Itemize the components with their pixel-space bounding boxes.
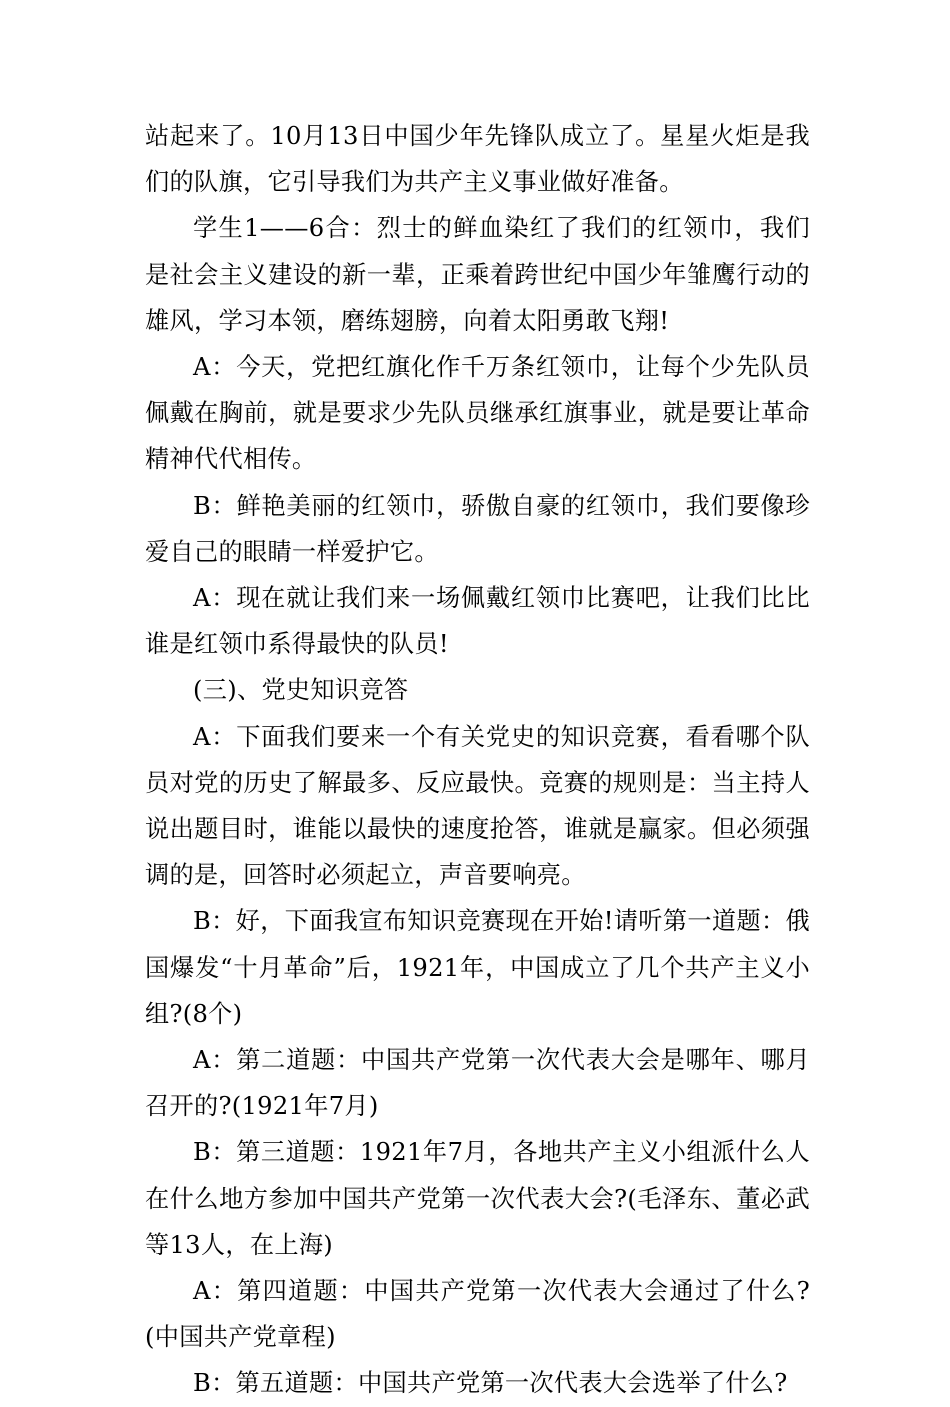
paragraph-quiz-rules: A：下面我们要来一个有关党史的知识竞赛，看看哪个队员对党的历史了解最多、反应最快。竞赛的规则是：当主持人说出题目时，谁能以最快的速度抢答，谁就是赢家。但必须强调的是，回答时必须起立，声音要响亮。	[145, 722, 810, 890]
paragraph-question-4: A：第四道题：中国共产党第一次代表大会通过了什么?(中国共产党章程)	[145, 1277, 810, 1352]
paragraph-question-3: B：第三道题：1921年7月，各地共产主义小组派什么人在什么地方参加中国共产党第一次代表大会?(毛泽东、董必武等13人，在上海)	[145, 1138, 810, 1259]
paragraph-question-5: B：第五道题：中国共产党第一次代表大会选举了什么?	[193, 1369, 788, 1398]
paragraph-host-a-red-scarf: A：今天，党把红旗化作千万条红领巾，让每个少先队员佩戴在胸前，就是要求少先队员继承红旗事业，就是要让革命精神代代相传。	[145, 353, 810, 474]
paragraph-students-chorus: 学生1——6合：烈士的鲜血染红了我们的红领巾，我们是社会主义建设的新一辈，正乘着跨世纪中国少年雏鹰行动的雄风，学习本领，磨练翅膀，向着太阳勇敢飞翔!	[145, 214, 810, 335]
paragraph-question-1: B：好，下面我宣布知识竞赛现在开始!请听第一道题：俄国爆发“十月革命”后，1921年，中国成立了几个共产主义小组?(8个)	[145, 907, 810, 1028]
document-body	[145, 113, 810, 1407]
paragraph-host-a-contest: A：现在就让我们来一场佩戴红领巾比赛吧，让我们比比谁是红领巾系得最快的队员!	[145, 584, 810, 659]
paragraph-host-b-red-scarf: B：鲜艳美丽的红领巾，骄傲自豪的红领巾，我们要像珍爱自己的眼睛一样爱护它。	[145, 491, 810, 566]
paragraph-question-2: A：第二道题：中国共产党第一次代表大会是哪年、哪月召开的?(1921年7月)	[145, 1046, 810, 1121]
paragraph-intro-continued: 站起来了。10月13日中国少年先锋队成立了。星星火炬是我们的队旗，它引导我们为共产主义事业做好准备。	[145, 122, 810, 197]
section-heading-party-history-quiz: (三)、党史知识竞答	[193, 676, 409, 705]
